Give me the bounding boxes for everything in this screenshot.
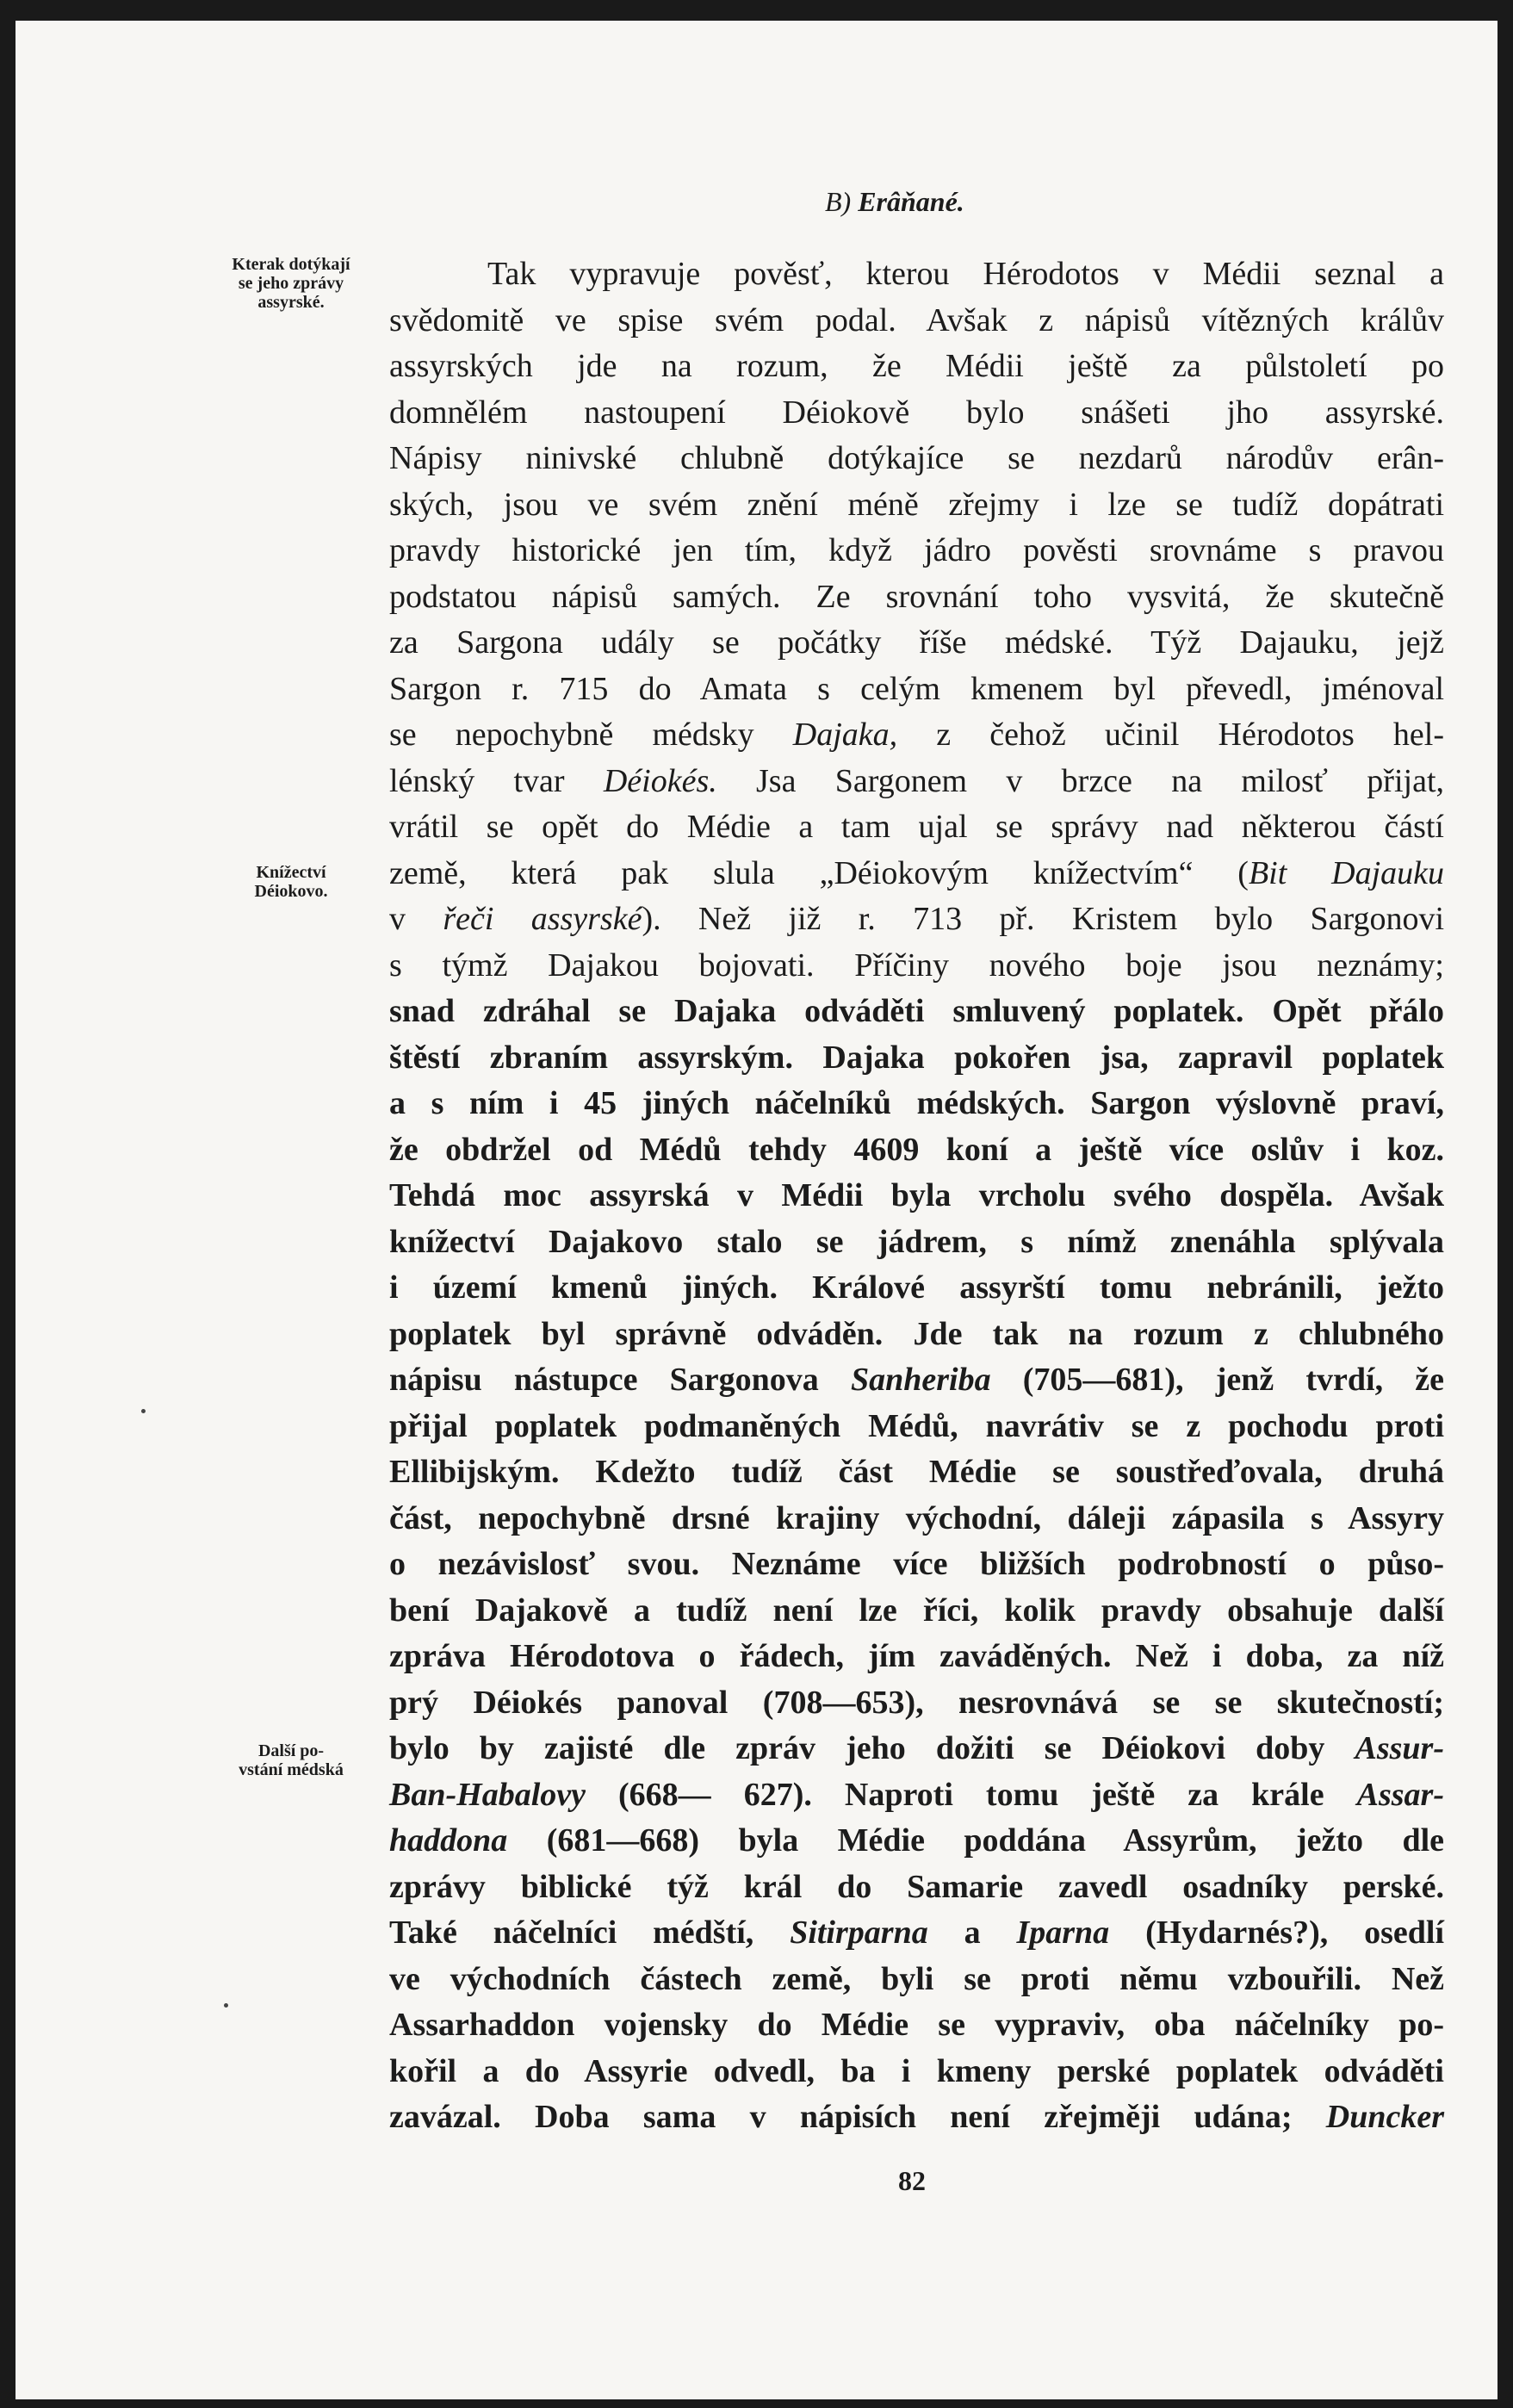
text-line: snad zdráhal se Dajaka odváděti smluvený poplatek. Opět přálo bbox=[389, 993, 1444, 1029]
text-line: bení Dajakově a tudíž není lze říci, kolik pravdy obsahuje další bbox=[389, 1592, 1444, 1629]
text-line: část, nepochybně drsné krajiny východní, dáleji zápasila s Assyry bbox=[389, 1499, 1444, 1536]
text-line: zpráva Hérodotova o řádech, jím zaváděných. Než i doba, za níž bbox=[389, 1638, 1444, 1674]
text-line: Assarhaddon vojensky do Médie se vypraviv, oba náčelníky po- bbox=[389, 2007, 1444, 2043]
text-line: podstatou nápisů samých. Ze srovnání toho vysvitá, že skutečně bbox=[389, 578, 1444, 615]
text-line: ských, jsou ve svém znění méně zřejmy i lze se tudíž dopátrati bbox=[389, 486, 1444, 523]
side-note-line: Knížectví bbox=[256, 863, 326, 882]
text-line: Ellibijským. Kdežto tudíž část Médie se soustřeďovala, druhá bbox=[389, 1454, 1444, 1490]
text-line: poplatek byl správně odváděn. Jde tak na rozum z chlubného bbox=[389, 1315, 1444, 1352]
text-line: Nápisy ninivské chlubně dotýkajíce se nezdarů národův erân- bbox=[389, 440, 1444, 476]
text-line: v řeči assyrské). Než již r. 713 př. Kristem bylo Sargonovi bbox=[389, 901, 1444, 937]
text-line: haddona (681—668) byla Médie poddána Assyrům, ježto dle bbox=[389, 1822, 1444, 1859]
book-page bbox=[16, 21, 1497, 2399]
side-note-line: vstání médská bbox=[239, 1760, 344, 1779]
text-line: se nepochybně médsky Dajaka, z čehož učinil Hérodotos hel- bbox=[389, 717, 1445, 753]
text-line: štěstí zbraním assyrským. Dajaka pokořen jsa, zapravil poplatek bbox=[389, 1039, 1444, 1076]
text-line: bylo by zajisté dle zpráv jeho dožiti se Déiokovi doby Assur- bbox=[389, 1730, 1444, 1766]
scan-speck bbox=[141, 1409, 146, 1413]
running-head-title: Erâňané. bbox=[858, 186, 964, 217]
text-line: assyrských jde na rozum, že Médii ještě za půlstoletí po bbox=[389, 348, 1444, 384]
text-line: Tehdá moc assyrská v Médii byla vrcholu svého dospěla. Avšak bbox=[389, 1177, 1444, 1213]
text-line: přijal poplatek podmaněných Médů, navrátiv se z pochodu proti bbox=[389, 1407, 1444, 1444]
text-line: lénský tvar Déiokés. Jsa Sargonem v brzce na milosť přijat, bbox=[389, 762, 1444, 799]
side-note-line: Další po- bbox=[257, 1741, 325, 1760]
text-line: pravdy historické jen tím, když jádro pověsti srovnáme s pravou bbox=[389, 532, 1444, 568]
text-line: zavázal. Doba sama v nápisích není zřejměji udána; Duncker bbox=[389, 2099, 1444, 2135]
side-note bbox=[188, 863, 394, 901]
text-line: knížectví Dajakovo stalo se jádrem, s nímž znenáhla splývala bbox=[389, 1223, 1444, 1260]
text-line: Také náčelníci médští, Sitirparna a Iparna (Hydarnés?), osedlí bbox=[389, 1915, 1444, 1951]
scan-speck bbox=[224, 2003, 228, 2008]
text-line: Tak vypravuje pověsť, kterou Hérodotos v Médii seznal a bbox=[487, 256, 1444, 292]
body-text bbox=[389, 251, 1444, 2141]
text-line: prý Déiokés panoval (708—653), nesrovnává se se skutečností; bbox=[389, 1684, 1444, 1721]
text-line: že obdržel od Médů tehdy 4609 koní a ještě více oslův i koz. bbox=[389, 1131, 1444, 1168]
text-line: země, která pak slula „Déiokovým knížectvím“ (Bit Dajauku bbox=[389, 854, 1444, 891]
side-note-line: Kterak dotýkají bbox=[232, 255, 350, 274]
running-head bbox=[825, 186, 964, 218]
text-line: Sargon r. 715 do Amata s celým kmenem byl převedl, jménoval bbox=[389, 670, 1444, 707]
side-note-line: Déiokovo. bbox=[254, 882, 328, 901]
text-line: kořil a do Assyrie odvedl, ba i kmeny perské poplatek odváděti bbox=[389, 2052, 1444, 2089]
text-line: s týmž Dajakou bojovati. Příčiny nového boje jsou neznámy; bbox=[389, 946, 1444, 984]
side-note-line: assyrské. bbox=[257, 293, 325, 312]
text-line: vrátil se opět do Médie a tam ujal se správy nad některou částí bbox=[389, 809, 1444, 845]
side-note bbox=[188, 255, 394, 312]
running-head-lead: B) bbox=[825, 186, 852, 217]
text-line: i území kmenů jiných. Králové assyrští tomu nebránili, ježto bbox=[389, 1269, 1444, 1306]
side-note bbox=[188, 1741, 394, 1779]
text-line: o nezávislosť svou. Neznáme více bližších podrobností o půso- bbox=[389, 1546, 1444, 1582]
text-line: nápisu nástupce Sargonova Sanheriba (705—681), jenž tvrdí, že bbox=[389, 1362, 1444, 1398]
page-number: 82 bbox=[898, 2165, 926, 2196]
text-line: a s ním i 45 jiných náčelníků médských. Sargon výslovně praví, bbox=[389, 1085, 1444, 1121]
text-line: zprávy biblické týž král do Samarie zavedl osadníky perské. bbox=[389, 1868, 1444, 1905]
side-note-line: se jeho zprávy bbox=[238, 274, 344, 293]
text-line: svědomitě ve spise svém podal. Avšak z nápisů vítězných králův bbox=[389, 301, 1444, 338]
text-line: ve východních částech země, byli se proti němu vzbouřili. Než bbox=[389, 1960, 1444, 1997]
text-line: za Sargona udály se počátky říše médské. Týž Dajauku, jejž bbox=[389, 624, 1444, 661]
text-line: domnělém nastoupení Déiokově bylo snášeti jho assyrské. bbox=[389, 394, 1444, 431]
text-line: Ban-Habalovy (668— 627). Naproti tomu ještě za krále Assar- bbox=[389, 1776, 1444, 1813]
